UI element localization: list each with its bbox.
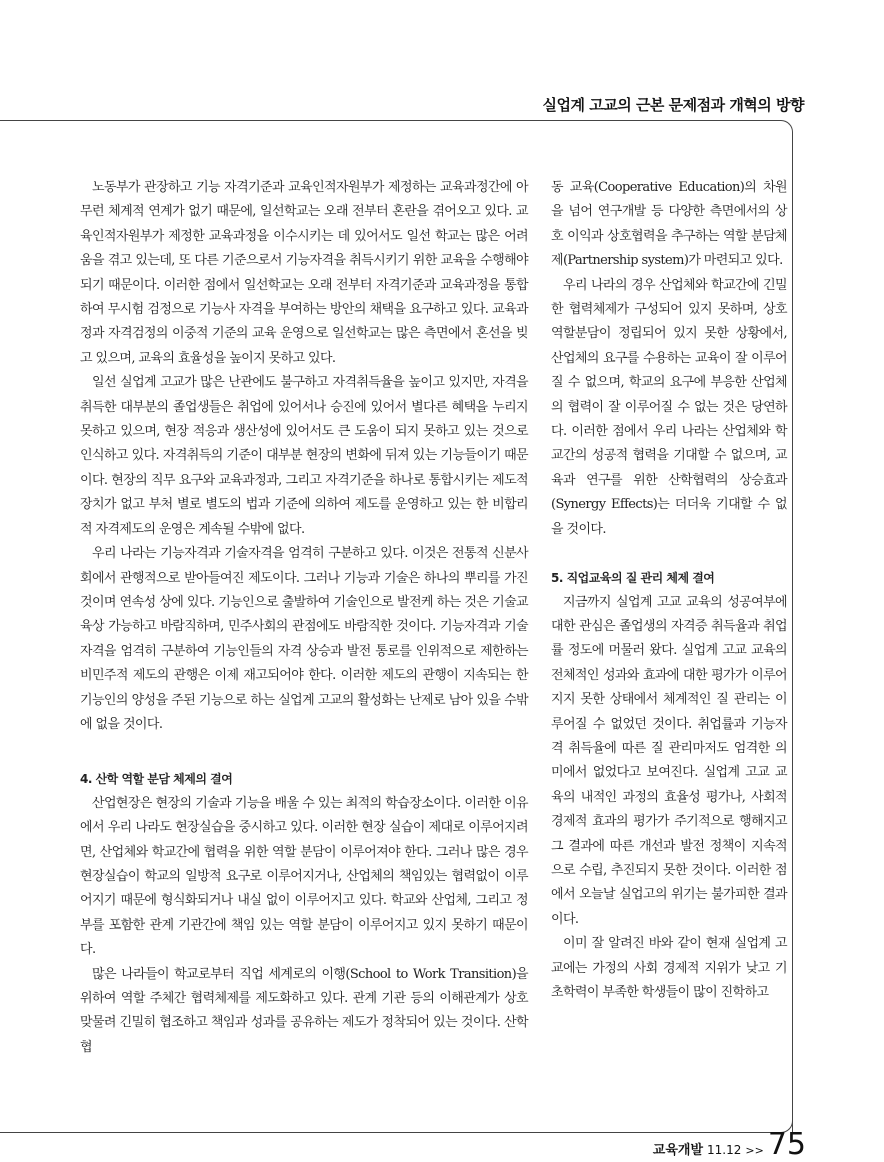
- body-paragraph: 많은 나라들이 학교로부터 직업 세계로의 이행(School to Work Transition)을 위하여 역할 주체간 협력체제를 제도화하고 있다. 관계 기관 등의 이해관계가 상호 맞물려 긴밀히 협조하고 책임과 성과를 공유하는 제도가 정착되어 있는 것이다. 산학협: [80, 966, 528, 1055]
- body-paragraph: 산업현장은 현장의 기술과 기능을 배울 수 있는 최적의 학습장소이다. 이러한 이유에서 우리 나라도 현장실습을 중시하고 있다. 이러한 현장 실습이 제대로 이루어지려면, 산업체와 학교간에 협력을 위한 역할 분담이 이루어져야 한다. 그러나 많은 경우 현장실습이 학교의 일방적 요구로 이루어지거나, 산업체의 책임있는 협력없이 이루어지기 때문에 형식화되거나 내실 없이 이루어지고 있다. 학교와 산업체, 그리고 정부를 포함한 관계 기관간에 책임 있는 역할 분담이 이루어지고 있지 못하기 때문이다.: [80, 795, 528, 958]
- section-spacer: [551, 542, 787, 566]
- left-column: [80, 176, 528, 1060]
- body-paragraph: 지금까지 실업계 고교 교육의 성공여부에 대한 관심은 졸업생의 자격증 취득율과 취업률 정도에 머물러 왔다. 실업계 고교 교육의 전체적인 성과와 효과에 대한 평가가 이루어지지 못한 상태에서 체계적인 질 관리는 이루어질 수 없었던 것이다. 취업률과 기능자격 취득율에 따른 질 관리마저도 엄격한 의미에서 없었다고 보여진다. 실업계 고교 교육의 내적인 과정의 효율성 평가나, 사회적 경제적 효과의 평가가 주기적으로 행해지고 그 결과에 따른 개선과 발전 정책이 지속적으로 수립, 추진되지 못한 것이다. 이러한 점에서 오늘날 실업고의 위기는 불가피한 결과이다.: [551, 594, 787, 927]
- section-spacer: [80, 737, 528, 767]
- body-paragraph: 노동부가 관장하고 기능 자격기준과 교육인적자원부가 제정하는 교육과정간에 아무런 체계적 연계가 없기 때문에, 일선학교는 오래 전부터 혼란을 겪어오고 있다. 교육인적자원부가 제정한 교육과정을 이수시키는 데 있어서도 일선 학교는 많은 어려움을 겪고 있는데, 또 다른 기준으로서 기능자격을 취득시키기 위한 교육을 수행해야 되기 때문이다. 이러한 점에서 일선학교는 오래 전부터 자격기준과 교육과정을 통합하여 무시험 검정으로 기능사 자격을 부여하는 방안의 채택을 요구하고 있다. 교육과정과 자격검정의 이중적 기준의 교육 운영으로 일선학교는 많은 측면에서 혼선을 빚고 있으며, 교육의 효율성을 높이지 못하고 있다.: [80, 180, 528, 366]
- issue-label: 11.12: [707, 1143, 742, 1157]
- folio: [652, 1127, 806, 1162]
- body-paragraph: 우리 나라는 기능자격과 기술자격을 엄격히 구분하고 있다. 이것은 전통적 신분사회에서 관행적으로 받아들여진 제도이다. 그러나 기능과 기술은 하나의 뿌리를 가진 것이며 연속성 상에 있다. 기능인으로 출발하여 기술인으로 발전케 하는 것은 기술교육상 가능하고 바람직하며, 민주사회의 관점에도 바람직한 것이다. 기능자격과 기술자격을 엄격히 구분하여 기능인들의 자격 상승과 발전 통로를 인위적으로 제한하는 비민주적 제도의 관행은 이제 재고되어야 한다. 이러한 제도의 관행이 지속되는 한 기능인의 양성을 주된 기능으로 하는 실업계 고교의 활성화는 난제로 남아 있을 수밖에 없을 것이다.: [80, 546, 528, 732]
- body-paragraph: 동 교육(Cooperative Education)의 차원을 넘어 연구개발 등 다양한 측면에서의 상호 이익과 상호협력을 추구하는 역할 분담체제(Partnership system)가 마련되고 있다.: [551, 180, 787, 269]
- frame-top-rule: [0, 120, 793, 133]
- section-heading-4: 4. 산학 역할 분담 체제의 결여: [80, 772, 233, 787]
- page-number: 75: [767, 1127, 806, 1162]
- right-column: [551, 176, 787, 1005]
- running-head: 실업계 고교의 근본 문제점과 개혁의 방향: [542, 96, 804, 114]
- frame-right-rule: [792, 132, 793, 1132]
- magazine-name: 교육개발: [652, 1143, 704, 1158]
- arrows-glyph: >>: [745, 1144, 764, 1157]
- section-heading-5: 5. 직업교육의 질 관리 체제 결여: [551, 571, 715, 586]
- body-paragraph: 우리 나라의 경우 산업체와 학교간에 긴밀한 협력체제가 구성되어 있지 못하며, 상호 역할분담이 정립되어 있지 못한 상황에서, 산업체의 요구를 수용하는 교육이 잘 이루어질 수 없으며, 학교의 요구에 부응한 산업체의 협력이 잘 이루어질 수 없는 것은 당연하다. 이러한 점에서 우리 나라는 산업체와 학교간의 성공적 협력을 기대할 수 없으며, 교육과 연구를 위한 산학협력의 상승효과(Synergy Effects)는 더더욱 기대할 수 없을 것이다.: [551, 277, 787, 537]
- body-paragraph: 이미 잘 알려진 바와 같이 현재 실업계 고교에는 가정의 사회 경제적 지위가 낮고 기초학력이 부족한 학생들이 많이 진학하고: [551, 936, 787, 1000]
- body-paragraph: 일선 실업계 고교가 많은 난관에도 불구하고 자격취득율을 높이고 있지만, 자격을 취득한 대부분의 졸업생들은 취업에 있어서나 승진에 있어서 별다른 혜택을 누리지 못하고 있으며, 현장 적응과 생산성에 있어서도 큰 도움이 되지 못하고 있는 것으로 인식하고 있다. 자격취득의 기준이 대부분 현장의 변화에 뒤져 있는 기능들이기 때문이다. 현장의 직무 요구와 교육과정과, 그리고 자격기준을 하나로 통합시키는 제도적 장치가 없고 부처 별로 별도의 법과 기준에 의하여 제도를 운영하고 있는 한 비합리적 자격제도의 운영은 계속될 수밖에 없다.: [80, 375, 528, 537]
